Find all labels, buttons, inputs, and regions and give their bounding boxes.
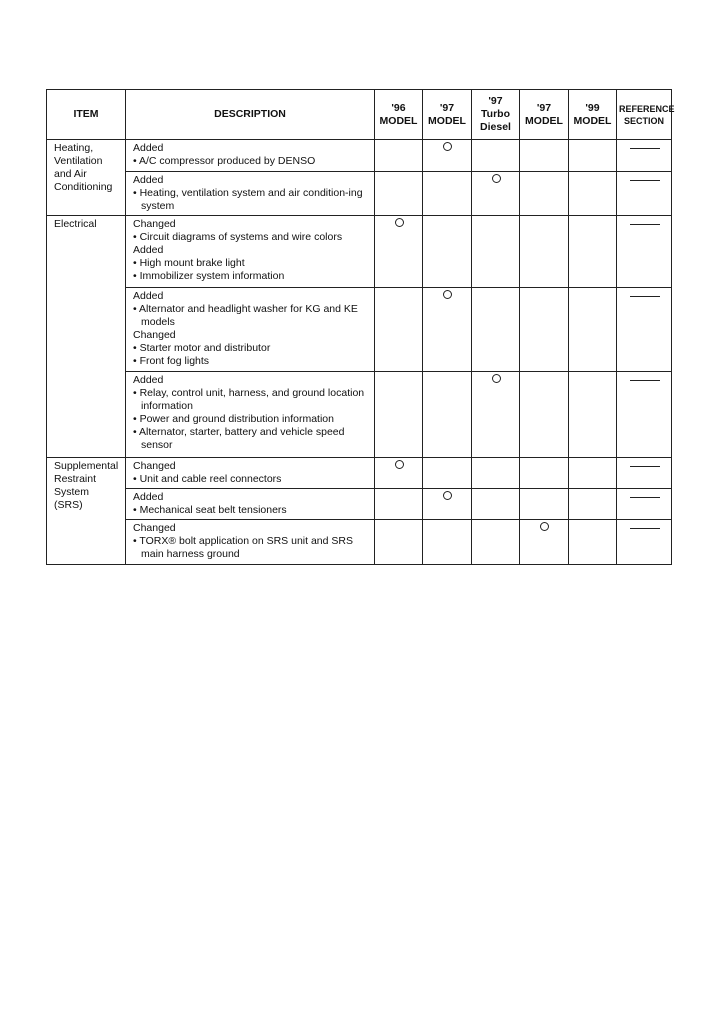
description-cell bbox=[126, 458, 375, 489]
model-mark-cell bbox=[520, 520, 569, 565]
header-96-model-line2: MODEL bbox=[379, 114, 418, 127]
applies-circle-icon bbox=[395, 218, 404, 227]
description-heading: Changed bbox=[133, 522, 176, 534]
item-cell bbox=[47, 216, 126, 458]
description-bullet bbox=[133, 187, 368, 213]
bullet-text: Front fog lights bbox=[139, 355, 210, 367]
item-cell bbox=[47, 140, 126, 216]
table-row bbox=[47, 520, 672, 565]
description-cell bbox=[126, 520, 375, 565]
model-mark-cell bbox=[423, 216, 472, 288]
model-mark-cell bbox=[423, 489, 472, 520]
model-mark-cell bbox=[520, 216, 569, 288]
bullet-glyph: • bbox=[133, 270, 140, 282]
description-cell bbox=[126, 140, 375, 172]
description-heading: Added bbox=[133, 244, 164, 256]
header-97-turbo-diesel-line3: Diesel bbox=[480, 121, 511, 133]
description-bullet bbox=[133, 504, 368, 517]
bullet-glyph: • bbox=[133, 355, 140, 367]
model-mark-cell bbox=[472, 288, 520, 372]
reference-section-cell bbox=[617, 140, 672, 172]
model-changes-table bbox=[46, 89, 675, 565]
description-bullet bbox=[133, 257, 368, 270]
table-row bbox=[47, 216, 672, 288]
applies-circle-icon bbox=[492, 174, 501, 183]
header-reference-line2: SECTION bbox=[623, 115, 664, 126]
model-mark-cell bbox=[472, 458, 520, 489]
applies-circle-icon bbox=[492, 374, 501, 383]
model-mark-cell bbox=[569, 458, 617, 489]
description-cell bbox=[126, 172, 375, 216]
header-item: ITEM bbox=[47, 90, 126, 140]
model-mark-cell bbox=[520, 458, 569, 489]
reference-dash bbox=[630, 180, 660, 181]
item-label-line: Supplemental bbox=[54, 460, 119, 472]
model-mark-cell bbox=[375, 489, 423, 520]
model-mark-cell bbox=[423, 288, 472, 372]
header-97-model-line1: '97 bbox=[439, 101, 455, 114]
model-mark-cell bbox=[569, 140, 617, 172]
bullet-glyph: • bbox=[133, 231, 140, 243]
reference-dash bbox=[630, 528, 660, 529]
model-mark-cell bbox=[375, 372, 423, 458]
description-heading: Added bbox=[133, 174, 164, 186]
description-bullet bbox=[133, 535, 368, 561]
description-heading: Changed bbox=[133, 329, 176, 341]
bullet-glyph: • bbox=[133, 155, 140, 167]
header-96-model-line1: '96 bbox=[391, 101, 406, 114]
header-99-model-line1: '99 bbox=[585, 101, 600, 114]
bullet-text: Immobilizer system information bbox=[139, 270, 285, 282]
header-description: DESCRIPTION bbox=[126, 90, 375, 140]
header-99-model-line2: MODEL bbox=[573, 114, 612, 127]
table-row bbox=[47, 489, 672, 520]
applies-circle-icon bbox=[395, 460, 404, 469]
header-96-model bbox=[375, 90, 423, 140]
description-heading: Added bbox=[133, 142, 164, 154]
reference-section-cell bbox=[617, 288, 672, 372]
bullet-glyph: • bbox=[133, 535, 140, 547]
reference-section-cell bbox=[617, 458, 672, 489]
header-97-model-b-line2: MODEL bbox=[525, 114, 563, 127]
header-97-turbo-diesel-line1: '97 bbox=[488, 95, 503, 107]
reference-dash bbox=[630, 380, 660, 381]
table-row bbox=[47, 458, 672, 489]
model-mark-cell bbox=[472, 216, 520, 288]
model-mark-cell bbox=[520, 288, 569, 372]
description-bullet bbox=[133, 303, 368, 329]
bullet-glyph: • bbox=[133, 257, 140, 269]
reference-section-cell bbox=[617, 216, 672, 288]
item-label-line: Electrical bbox=[54, 218, 97, 230]
model-mark-cell bbox=[569, 489, 617, 520]
item-label-line: Conditioning bbox=[54, 181, 113, 193]
reference-section-cell bbox=[617, 172, 672, 216]
bullet-glyph: • bbox=[133, 387, 140, 399]
header-97-model-b bbox=[520, 90, 569, 140]
model-mark-cell bbox=[472, 372, 520, 458]
header-97-model-line2: MODEL bbox=[428, 114, 466, 127]
model-mark-cell bbox=[375, 216, 423, 288]
applies-circle-icon bbox=[443, 290, 452, 299]
bullet-glyph: • bbox=[133, 187, 140, 199]
bullet-text: Unit and cable reel connectors bbox=[139, 473, 282, 485]
model-mark-cell bbox=[375, 520, 423, 565]
bullet-text: Alternator and headlight washer for KG and KE models bbox=[139, 303, 358, 328]
model-mark-cell bbox=[520, 489, 569, 520]
description-bullet bbox=[133, 355, 368, 368]
header-97-turbo-diesel-line2: Turbo bbox=[481, 108, 510, 120]
applies-circle-icon bbox=[443, 491, 452, 500]
description-bullet bbox=[133, 231, 368, 244]
header-97-model bbox=[423, 90, 472, 140]
model-mark-cell bbox=[472, 172, 520, 216]
item-label-line: System (SRS) bbox=[54, 486, 90, 511]
bullet-text: Relay, control unit, harness, and ground location information bbox=[139, 387, 365, 412]
bullet-glyph: • bbox=[133, 473, 140, 485]
description-heading: Changed bbox=[133, 460, 176, 472]
description-cell bbox=[126, 372, 375, 458]
model-mark-cell bbox=[472, 489, 520, 520]
header-97-model-b-line1: '97 bbox=[536, 101, 552, 114]
description-cell bbox=[126, 489, 375, 520]
bullet-text: Alternator, starter, battery and vehicle speed sensor bbox=[139, 426, 345, 451]
model-mark-cell bbox=[423, 172, 472, 216]
header-99-model bbox=[569, 90, 617, 140]
model-mark-cell bbox=[569, 288, 617, 372]
header-row bbox=[47, 90, 672, 140]
applies-circle-icon bbox=[540, 522, 549, 531]
model-mark-cell bbox=[569, 372, 617, 458]
bullet-glyph: • bbox=[133, 303, 140, 315]
item-label-line: Restraint bbox=[54, 473, 97, 485]
reference-section-cell bbox=[617, 520, 672, 565]
model-mark-cell bbox=[423, 140, 472, 172]
bullet-glyph: • bbox=[133, 426, 140, 438]
bullet-text: A/C compressor produced by DENSO bbox=[139, 155, 316, 167]
bullet-text: High mount brake light bbox=[139, 257, 245, 269]
description-cell bbox=[126, 216, 375, 288]
table-body bbox=[47, 140, 672, 565]
description-bullet bbox=[133, 473, 368, 486]
bullet-text: Circuit diagrams of systems and wire colors bbox=[139, 231, 343, 243]
reference-dash bbox=[630, 148, 660, 149]
description-bullet bbox=[133, 426, 368, 452]
model-mark-cell bbox=[569, 172, 617, 216]
bullet-text: Heating, ventilation system and air condition-ing system bbox=[139, 187, 363, 212]
description-bullet bbox=[133, 387, 368, 413]
description-bullet bbox=[133, 413, 368, 426]
model-mark-cell bbox=[375, 458, 423, 489]
description-heading: Added bbox=[133, 491, 164, 503]
bullet-glyph: • bbox=[133, 413, 140, 425]
reference-dash bbox=[630, 224, 660, 225]
model-mark-cell bbox=[472, 520, 520, 565]
description-bullet bbox=[133, 155, 368, 168]
applies-circle-icon bbox=[443, 142, 452, 151]
model-mark-cell bbox=[569, 520, 617, 565]
reference-dash bbox=[630, 296, 660, 297]
model-mark-cell bbox=[520, 372, 569, 458]
description-cell bbox=[126, 288, 375, 372]
table-row bbox=[47, 140, 672, 172]
item-label-line: Ventilation bbox=[54, 155, 103, 167]
description-heading: Added bbox=[133, 290, 164, 302]
model-mark-cell bbox=[423, 372, 472, 458]
description-heading: Changed bbox=[133, 218, 176, 230]
bullet-text: Power and ground distribution information bbox=[139, 413, 334, 425]
item-cell bbox=[47, 458, 126, 565]
bullet-glyph: • bbox=[133, 504, 140, 516]
header-97-turbo-diesel bbox=[472, 90, 520, 140]
reference-dash bbox=[630, 497, 660, 498]
description-bullet bbox=[133, 270, 368, 283]
reference-section-cell bbox=[617, 372, 672, 458]
model-mark-cell bbox=[375, 172, 423, 216]
reference-dash bbox=[630, 466, 660, 467]
model-mark-cell bbox=[520, 172, 569, 216]
table-row bbox=[47, 172, 672, 216]
description-heading: Added bbox=[133, 374, 164, 386]
model-mark-cell bbox=[423, 520, 472, 565]
item-label-line: Heating, bbox=[54, 142, 94, 154]
bullet-glyph: • bbox=[133, 342, 140, 354]
description-bullet bbox=[133, 342, 368, 355]
header-reference-section bbox=[617, 90, 675, 140]
model-mark-cell bbox=[569, 216, 617, 288]
model-mark-cell bbox=[520, 140, 569, 172]
header-reference-line1: REFERENCE bbox=[619, 103, 675, 114]
bullet-text: Starter motor and distributor bbox=[139, 342, 271, 354]
item-label-line: and Air bbox=[54, 168, 87, 180]
bullet-text: Mechanical seat belt tensioners bbox=[139, 504, 287, 516]
model-mark-cell bbox=[375, 288, 423, 372]
model-mark-cell bbox=[375, 140, 423, 172]
model-mark-cell bbox=[423, 458, 472, 489]
reference-section-cell bbox=[617, 489, 672, 520]
bullet-text: TORX® bolt application on SRS unit and SRS main harness ground bbox=[139, 535, 353, 560]
table-row bbox=[47, 372, 672, 458]
model-mark-cell bbox=[472, 140, 520, 172]
table-row bbox=[47, 288, 672, 372]
